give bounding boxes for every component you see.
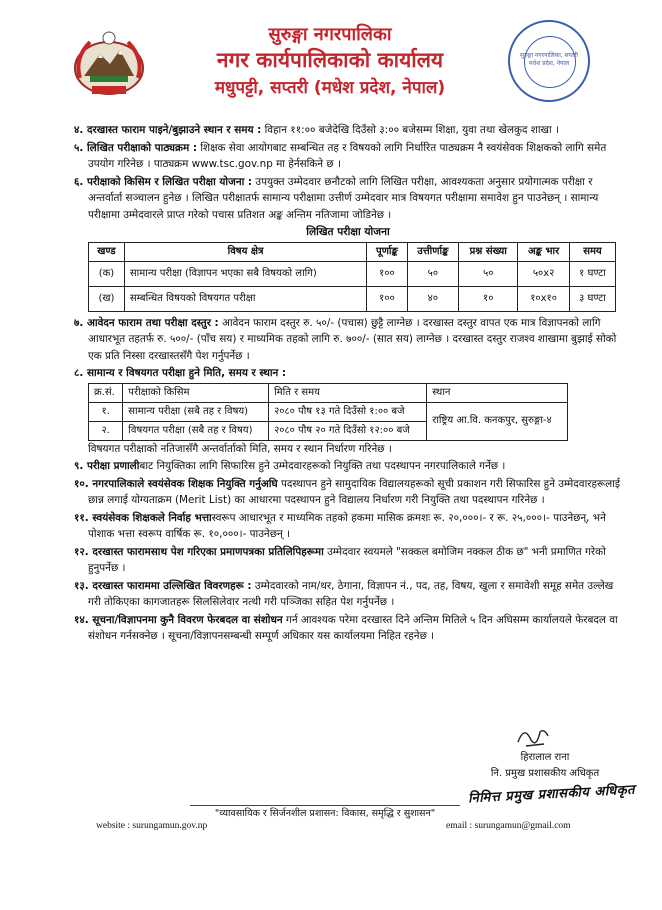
- letterhead: [0, 0, 662, 120]
- item-6: ६. परीक्षाको किसिम र लिखित परीक्षा योजना : उपयुक्त उम्मेदवार छनौटको लागि लिखित परीक्षा, आवश्यकता अनुसार प्रयोगात्मक परीक्षा र अन्तर्वार्ता सञ्चालन हुनेछ । लिखित परीक्षातर्फ सामान्य परीक्षामा उत्तीर्ण उम्मेदवार मात्र विषयगत परीक्षामा समावेश हुन पाउनेछन् । सामान्य परीक्षामा उम्मेदवारले प्राप्त गरेको पचास प्रतिशत अङ्क अन्तिम नतिजामा जोडिनेछ ।: [74, 175, 599, 221]
- item-10: १०. नगरपालिकाले स्वयंसेवक शिक्षक नियुक्ति गर्नुअघि पदस्थापन हुने सामुदायिक विद्यालयहरूको सूची प्रकाशन गरी सिफारिस हुने उम्मेदवारहरूलाई छान्न लगाई योग्यताक्रम (Merit List) का आधारमा पदस्थापन हुने विद्यालय निर्धारण गरी नियुक्ति तथा पदस्थापन गरिनेछ ।: [74, 477, 620, 506]
- item-12: १२. दरखास्त फारामसाथ पेश गरिएका प्रमाणपत्रका प्रतिलिपिहरूमा उम्मेदवार स्वयमले "सक्कल बमोजिम नक्कल ठीक छ" भनी प्रमाणित गरेको हुनुपर्नेछ ।: [74, 545, 606, 574]
- office-name: नगर कार्यपालिकाको कार्यालय: [216, 48, 444, 72]
- signature-icon: [514, 722, 554, 752]
- table-cell: १०: [459, 286, 518, 311]
- table-cell: विषयगत परीक्षा (सबै तह र विषय): [123, 421, 269, 440]
- table-header-cell: समय: [569, 242, 615, 261]
- table-header-cell: परीक्षाको किसिम: [123, 383, 269, 402]
- table-header-cell: खण्ड: [89, 242, 125, 261]
- table-cell: २०८० पौष १३ गते दिउँसो १:०० बजे: [269, 402, 427, 421]
- item-14: १४. सूचना/विज्ञापनमा कुनै विवरण फेरबदल वा संशोधन गर्न आवश्यक परेमा दरखास्त दिने अन्तिम मितिले ५ दिन अघिसम्म कार्यालयले फेरबदल वा संशोधन गर्नसक्नेछ । सूचना/विज्ञापनसम्बन्धी सम्पूर्ण अधिकार यस कार्यालयमा निहित रहनेछ ।: [74, 613, 618, 642]
- table-header-cell: विषय क्षेत्र: [124, 242, 366, 261]
- table-header-cell: क्र.सं.: [89, 383, 123, 402]
- item-7: ७. आवेदन फाराम तथा परीक्षा दस्तुर : आवेदन फाराम दस्तुर रु. ५०/- (पचास) छुट्टै लाग्नेछ । दरखास्त दस्तुर वापत एक मात्र विज्ञापनको लागि आधारभूत तहतर्फ रु. ५००/- (पाँच सय) र माध्यमिक तहको लागि रु. ७००/- (सात सय) लाग्नेछ । दरखास्त दस्तुर राजश्व शाखामा बुझाई सोको एक प्रति निस्सा दरखास्तसँगै पेश गर्नुपर्नेछ ।: [74, 316, 617, 362]
- item-4: ४. दरखास्त फाराम पाइने/बुझाउने स्थान र समय : विहान ११:०० बजेदेखि दिउँसो ३:०० बजेसम्म शिक्षा, युवा तथा खेलकुद शाखा ।: [74, 124, 559, 136]
- table-cell: २०८० पौष २० गते दिउँसो १२:०० बजे: [269, 421, 427, 440]
- exam-plan-caption: लिखित परीक्षा योजना: [306, 226, 390, 238]
- table-cell: २.: [89, 421, 123, 440]
- table-header-row: [89, 242, 616, 261]
- table-row: [89, 402, 568, 421]
- nepal-emblem-icon: [70, 28, 148, 98]
- table-cell: ५०: [407, 261, 459, 286]
- signatory: [480, 750, 610, 782]
- table-header-cell: उत्तीर्णाङ्क: [407, 242, 459, 261]
- table-header-cell: मिति र समय: [269, 383, 427, 402]
- footer-website: website : surungamun.gov.np: [96, 821, 208, 831]
- municipality-name: सुरुङ्गा नगरपालिका: [268, 24, 392, 45]
- notice-body: [74, 122, 622, 646]
- table-header-cell: अङ्क भार: [518, 242, 570, 261]
- table-cell: ३ घण्टा: [569, 286, 615, 311]
- table-cell: ५०x२: [518, 261, 570, 286]
- table-header-row: [89, 383, 568, 402]
- item-11: ११. स्वयंसेवक शिक्षकले निर्वाह भत्तास्वरूप आधारभूत र माध्यमिक तहको हकमा मासिक क्रमशः रू. २०,०००।- र रू. २५,०००।- पाउनेछन्, भने पोशाक भत्ता स्वरूप वार्षिक रू. १०,०००।- पाउनेछन् ।: [74, 511, 606, 540]
- table-cell: ५०: [459, 261, 518, 286]
- designation-stamp: निमित्त प्रमुख प्रशासकीय अधिकृत: [467, 782, 636, 807]
- table-row: [89, 261, 616, 286]
- office-seal-icon: सुरुङ्गा नगरपालिका, सप्तरी मधेश प्रदेश, नेपाल: [508, 20, 590, 102]
- venue-cell: राष्ट्रिय आ.वि. कनकपुर, सुरुङ्गा-४: [427, 402, 568, 440]
- table-header-cell: प्रश्न संख्या: [459, 242, 518, 261]
- signatory-title: नि. प्रमुख प्रशासकीय अधिकृत: [490, 768, 600, 779]
- table-row: [89, 286, 616, 311]
- table-cell: ४०: [407, 286, 459, 311]
- table-cell: १ घण्टा: [569, 261, 615, 286]
- table-cell: (क): [89, 261, 125, 286]
- footer-email: email : surungamun@gmail.com: [446, 821, 571, 831]
- item-9: ९. परीक्षा प्रणालीबाट नियुक्तिका लागि सिफारिस हुने उम्मेदवारहरूको नियुक्ति तथा पदस्थापन नगरपालिकाले गर्नेछ ।: [74, 460, 506, 472]
- exam-schedule-table: [88, 383, 568, 441]
- office-address: मधुपट्टी, सप्तरी (मधेश प्रदेश, नेपाल): [214, 78, 446, 98]
- table-cell: सामान्य परीक्षा (विज्ञापन भएका सबै विषयको लागि): [124, 261, 366, 286]
- item-13: १३. दरखास्त फाराममा उल्लिखित विवरणहरू : उम्मेदवारको नाम/थर, ठेगाना, विज्ञापन नं., पद, तह, विषय, खुला र समावेशी समूह समेत उल्लेख गरी तोकिएका कागजातहरू सिलसिलेवार नत्थी गरी पञ्जिका सहित पेश गर्नुपर्नेछ ।: [74, 579, 614, 608]
- signatory-name: हिरालाल राना: [520, 752, 570, 763]
- item-8-note: विषयगत परीक्षाको नतिजासँगै अन्तर्वार्ताको मिति, समय र स्थान निर्धारण गरिनेछ ।: [88, 442, 392, 455]
- exam-plan-table: [88, 242, 616, 312]
- item-5: ५. लिखित परीक्षाको पाठ्यक्रम : शिक्षक सेवा आयोगबाट सम्बन्धित तह र विषयको लागि निर्धारित पाठ्यक्रम नै स्वयंसेवक शिक्षकको लागि समेत उपयोग गरिनेछ । पाठ्यक्रम www.tsc.gov.np मा हेर्नसकिने छ ।: [74, 141, 607, 170]
- item-8: ८. सामान्य र विषयगत परीक्षा हुने मिति, समय र स्थान :: [74, 367, 287, 379]
- table-cell: १००: [367, 261, 407, 286]
- table-cell: (ख): [89, 286, 125, 311]
- table-header-cell: स्थान: [427, 383, 568, 402]
- table-cell: सम्बन्धित विषयको विषयगत परीक्षा: [124, 286, 366, 311]
- table-cell: १००: [367, 286, 407, 311]
- table-header-cell: पूर्णाङ्क: [367, 242, 407, 261]
- table-cell: १०x१०: [518, 286, 570, 311]
- table-cell: सामान्य परीक्षा (सबै तह र विषय): [123, 402, 269, 421]
- footer-motto: "व्यावसायिक र सिर्जनशील प्रशासन: विकास, समृद्धि र सुशासन": [214, 808, 436, 819]
- table-cell: १.: [89, 402, 123, 421]
